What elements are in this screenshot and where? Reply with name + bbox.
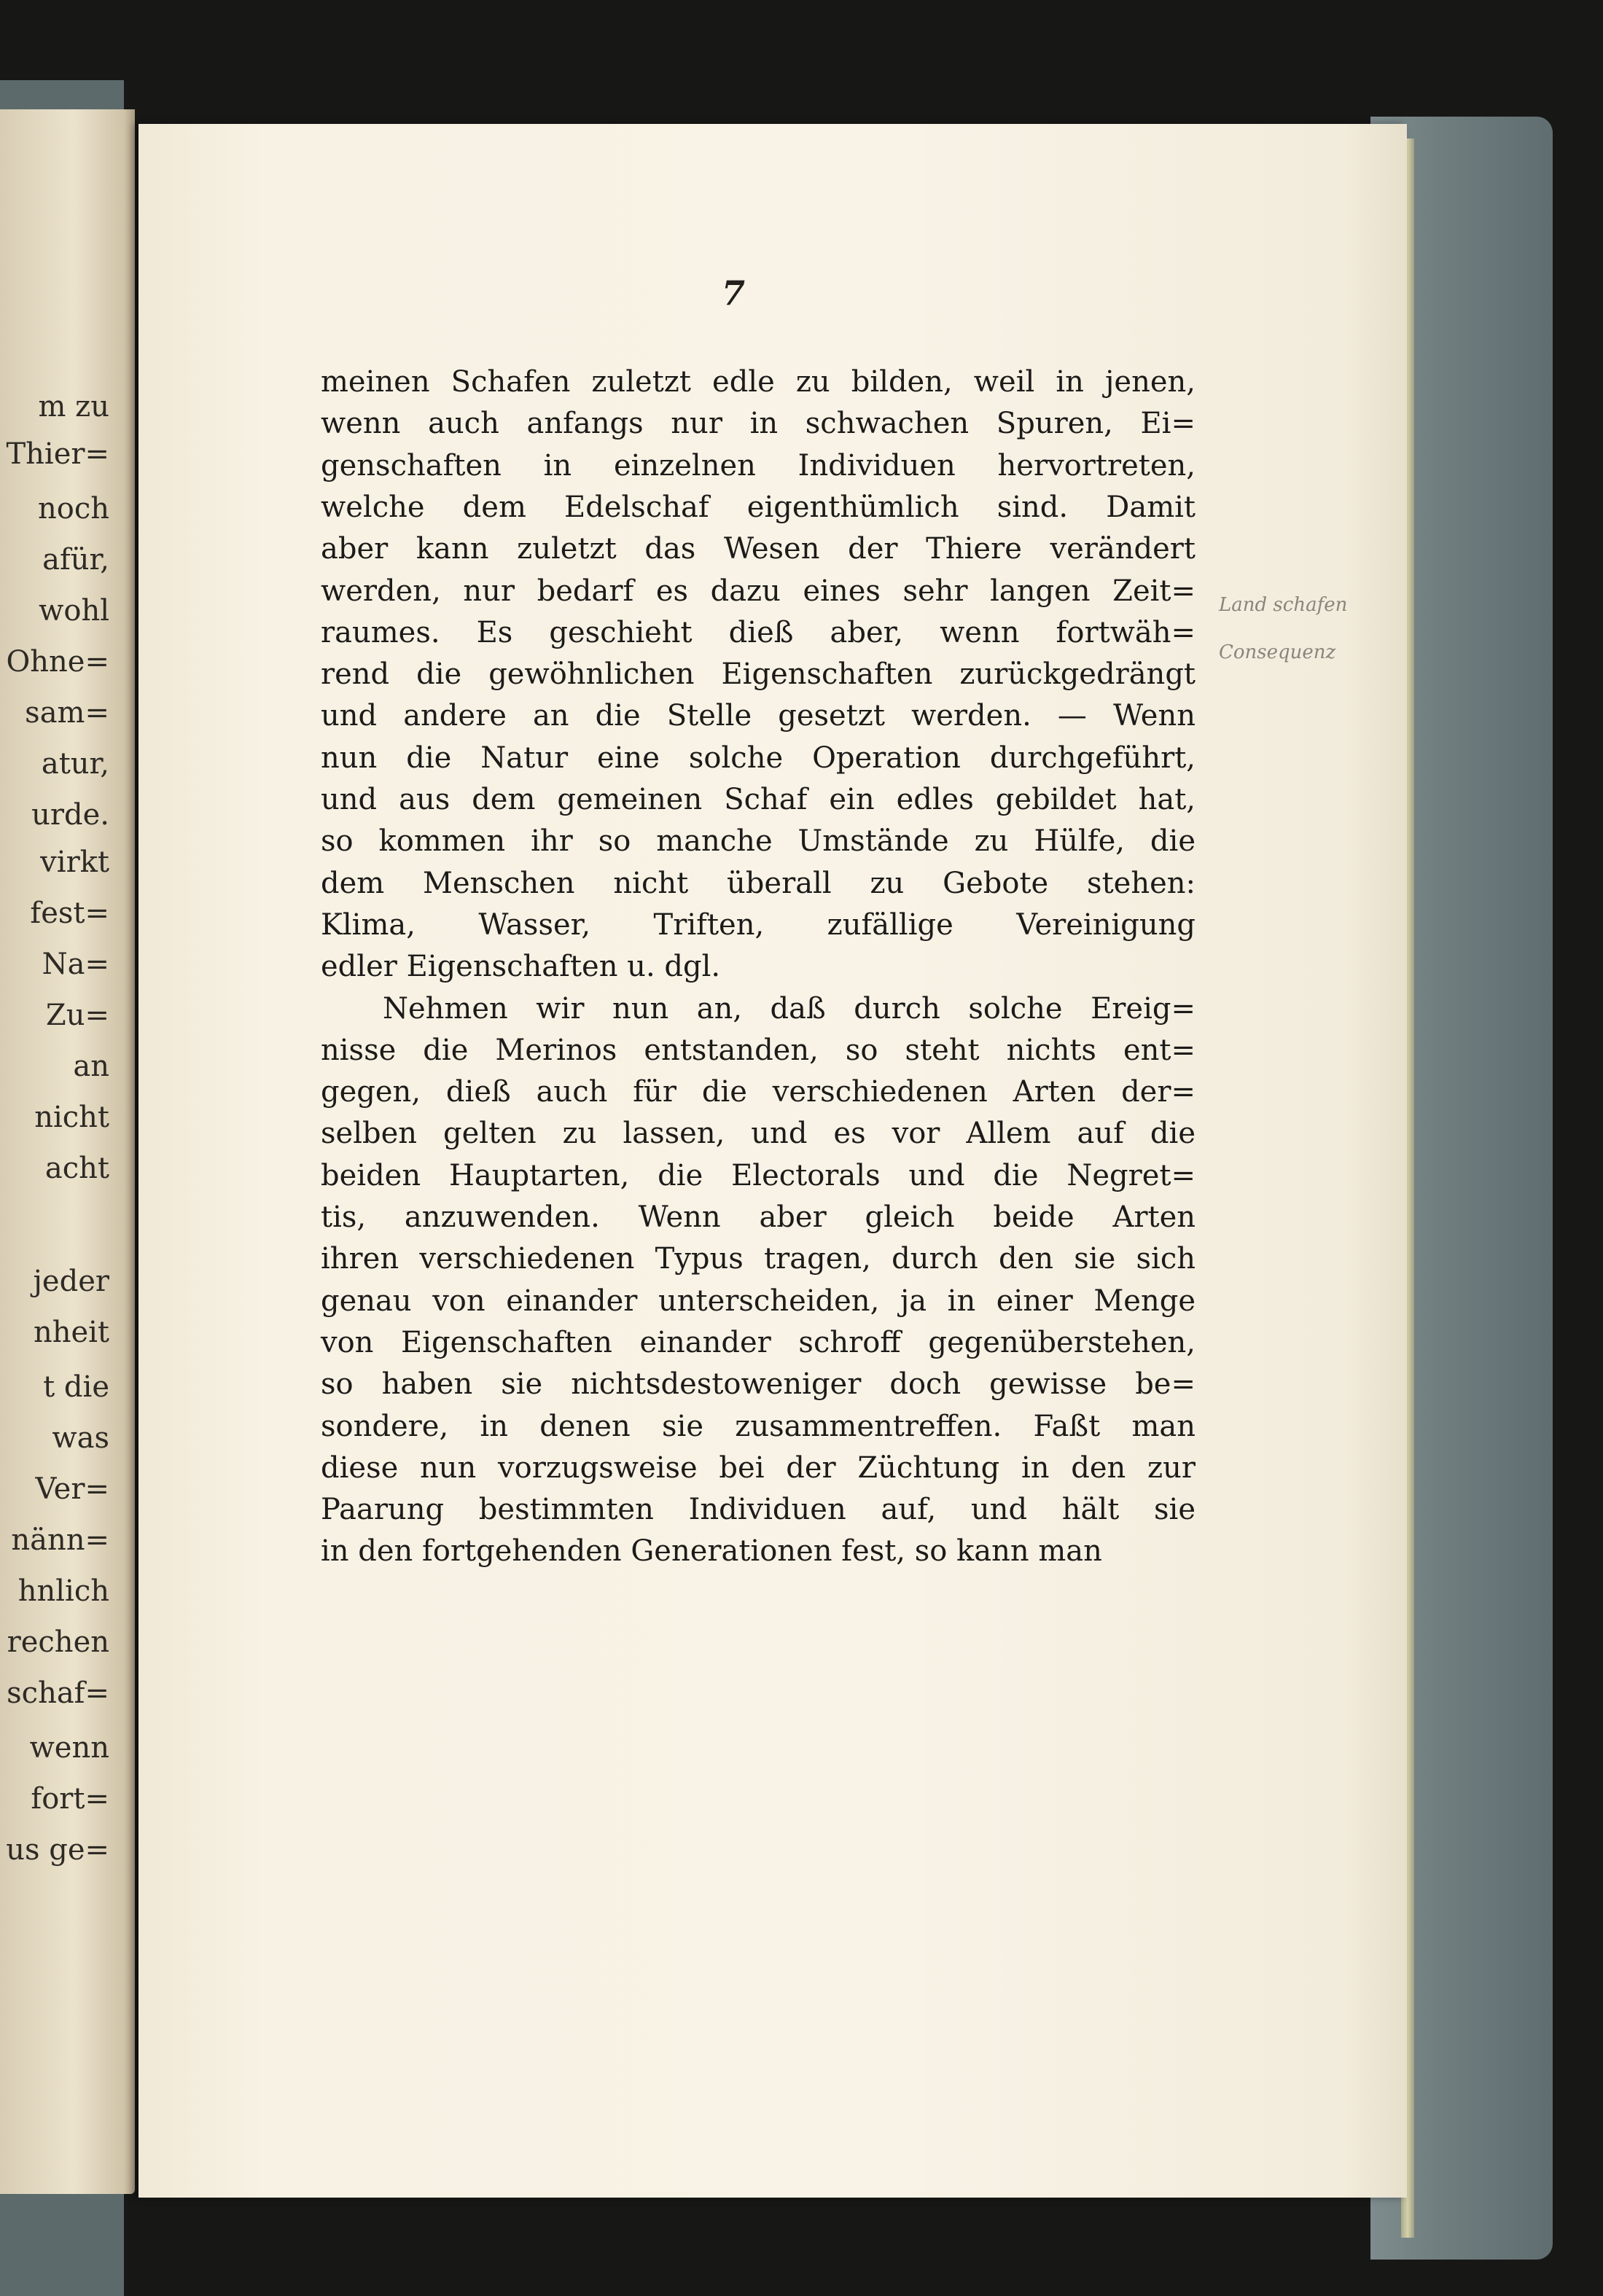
text-line: genschaften in einzelnen Individuen hervortreten, [321, 449, 1196, 483]
left-page-line: t die [43, 1370, 109, 1404]
text-line: und andere an die Stelle gesetzt werden. — Wenn [321, 699, 1196, 733]
text-line: rend die gewöhnlichen Eigenschaften zurückgedrängt [321, 657, 1196, 691]
left-page-line: wenn [29, 1731, 109, 1765]
text-line: werden, nur bedarf es dazu eines sehr langen Zeit= [321, 574, 1196, 608]
left-page-line: was [52, 1421, 109, 1455]
left-page-line: afür, [42, 543, 109, 577]
text-line: nun die Natur eine solche Operation durchgeführt, [321, 741, 1196, 775]
text-line: so kommen ihr so manche Umstände zu Hülfe, die [321, 824, 1196, 858]
text-line: und aus dem gemeinen Schaf ein edles gebildet hat, [321, 783, 1196, 816]
text-line: Nehmen wir nun an, daß durch solche Ereig= [383, 992, 1196, 1026]
text-line: sondere, in denen sie zusammentreffen. Faßt man [321, 1410, 1196, 1443]
text-line: beiden Hauptarten, die Electorals und die Negret= [321, 1159, 1196, 1192]
text-line: dem Menschen nicht überall zu Gebote stehen: [321, 867, 1196, 900]
text-line: ihren verschiedenen Typus tragen, durch den sie sich [321, 1242, 1196, 1276]
left-page-line: Ohne= [6, 645, 109, 679]
text-line: in den fortgehenden Generationen fest, so kann man [321, 1534, 1102, 1568]
left-page-line: jeder [33, 1265, 109, 1298]
text-line: Klima, Wasser, Triften, zufällige Vereinigung [321, 908, 1196, 942]
left-page-line: fest= [30, 897, 109, 930]
left-page-line: rechen [7, 1625, 109, 1659]
margin-note: Land schafen [1219, 594, 1348, 616]
left-page-line: Zu= [45, 999, 109, 1032]
left-page-line: fort= [31, 1782, 109, 1816]
text-line: selben gelten zu lassen, und es vor Allem auf die [321, 1117, 1196, 1150]
left-page-line: nheit [33, 1316, 109, 1349]
text-line: tis, anzuwenden. Wenn aber gleich beide Arten [321, 1200, 1196, 1234]
text-line: meinen Schafen zuletzt edle zu bilden, weil in jenen, [321, 365, 1196, 399]
left-page-line: atur, [41, 747, 109, 781]
margin-note: Consequenz [1219, 641, 1336, 663]
text-line: so haben sie nichtsdestoweniger doch gewisse be= [321, 1367, 1196, 1401]
left-page-line: Ver= [35, 1472, 109, 1506]
text-line: wenn auch anfangs nur in schwachen Spuren, Ei= [321, 407, 1196, 440]
text-line: nisse die Merinos entstanden, so steht nichts ent= [321, 1034, 1196, 1067]
text-line: welche dem Edelschaf eigenthümlich sind. Damit [321, 491, 1196, 524]
left-page-line: Na= [42, 948, 109, 981]
left-page-line: nicht [34, 1101, 109, 1134]
left-page-line: Thier= [6, 437, 109, 471]
text-line: Paarung bestimmten Individuen auf, und hält sie [321, 1493, 1196, 1526]
left-page-line: an [73, 1050, 109, 1083]
text-line: gegen, dieß auch für die verschiedenen Arten der= [321, 1075, 1196, 1109]
left-page-line: wohl [39, 594, 109, 628]
text-line: diese nun vorzugsweise bei der Züchtung in den zur [321, 1451, 1196, 1485]
left-page-line: schaf= [7, 1676, 109, 1710]
left-page-line: noch [37, 492, 109, 526]
text-line: aber kann zuletzt das Wesen der Thiere verändert [321, 532, 1196, 566]
text-line: edler Eigenschaften u. dgl. [321, 950, 721, 983]
text-line: raumes. Es geschieht dieß aber, wenn fortwäh= [321, 616, 1196, 649]
text-line: genau von einander unterscheiden, ja in einer Menge [321, 1284, 1196, 1318]
text-line: von Eigenschaften einander schroff gegenüberstehen, [321, 1326, 1196, 1359]
left-page-line: acht [44, 1152, 109, 1185]
page-number: 7 [722, 273, 746, 313]
left-page-line: m zu [38, 390, 109, 423]
left-page-line: us ge= [6, 1833, 109, 1867]
left-page-line: nänn= [11, 1523, 109, 1557]
left-page-line: sam= [25, 696, 109, 730]
left-page-line: urde. [31, 798, 109, 832]
left-page-line: hnlich [17, 1574, 109, 1608]
left-page-line: virkt [40, 846, 109, 879]
